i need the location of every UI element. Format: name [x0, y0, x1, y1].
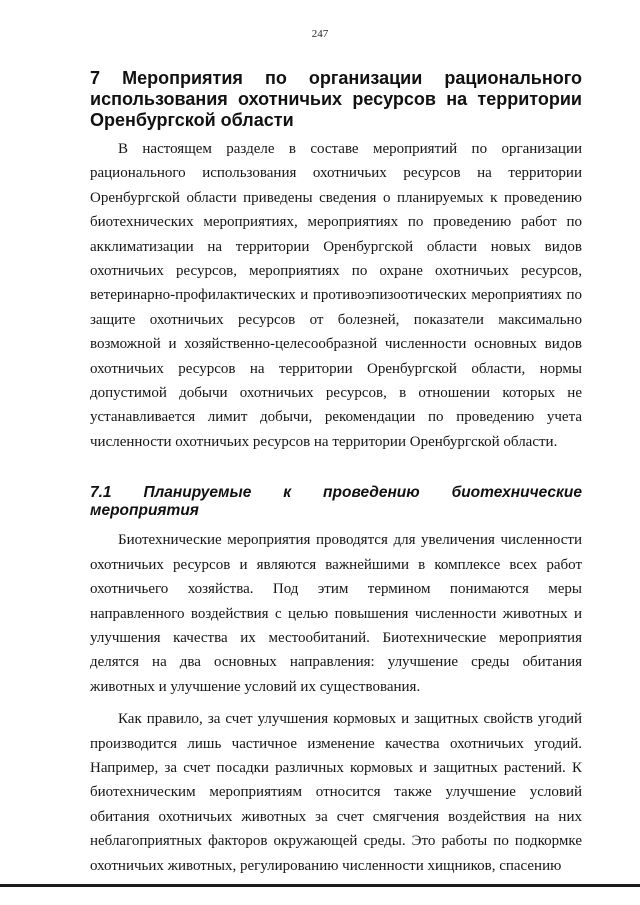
page-number: 247 — [311, 28, 329, 40]
section-heading: 7 Мероприятия по организации рационального использования охотничьих ресурсов на территории Оренбургской области — [90, 68, 582, 130]
page-content — [90, 68, 582, 878]
bottom-rule — [0, 884, 640, 887]
subsection-heading: 7.1 Планируемые к проведению биотехнические мероприятия — [90, 484, 582, 520]
subsection-paragraph-2: Как правило, за счет улучшения кормовых и защитных свойств угодий производится лишь частичное изменение качества охотничьих угодий. Например, за счет посадки различных кормовых и защитных растений. К биотехническим мероприятиям относится также улучшение условий обитания охотничьих животных за счет смягчения воздействия на них неблагоприятных факторов окружающей среды. Это работы по подкормке охотничьих животных, регулированию численности хищников, спасению — [90, 711, 582, 874]
subsection-paragraph-1: Биотехнические мероприятия проводятся для увеличения численности охотничьих ресурсов и являются важнейшими в комплексе всех работ охотничьего хозяйства. Под этим термином понимаются меры направленного воздействия с целью повышения численности животных и улучшения качества их местообитаний. Биотехнические мероприятия делятся на два основных направления: улучшение среды обитания животных и улучшение условий их существования. — [90, 532, 582, 695]
section-paragraph: В настоящем разделе в составе мероприятий по организации рационального использования охотничьих ресурсов на территории Оренбургской области приведены сведения о планируемых к проведению биотехнических мероприятиях, мероприятиях по проведению работ по акклиматизации на территории Оренбургской области новых видов охотничьих ресурсов, мероприятиях по охране охотничьих ресурсов, ветеринарно-профилактических и противоэпизоотических мероприятиях по защите охотничьих ресурсов от болезней, показатели максимально возможной и хозяйственно-целесообразной численности основных видов охотничьих ресурсов на территории Оренбургской области, нормы допустимой добычи охотничьих ресурсов, в отношении которых не устанавливается лимит добычи, рекомендации по проведению учета численности охотничьих ресурсов на территории Оренбургской области. — [90, 141, 582, 450]
